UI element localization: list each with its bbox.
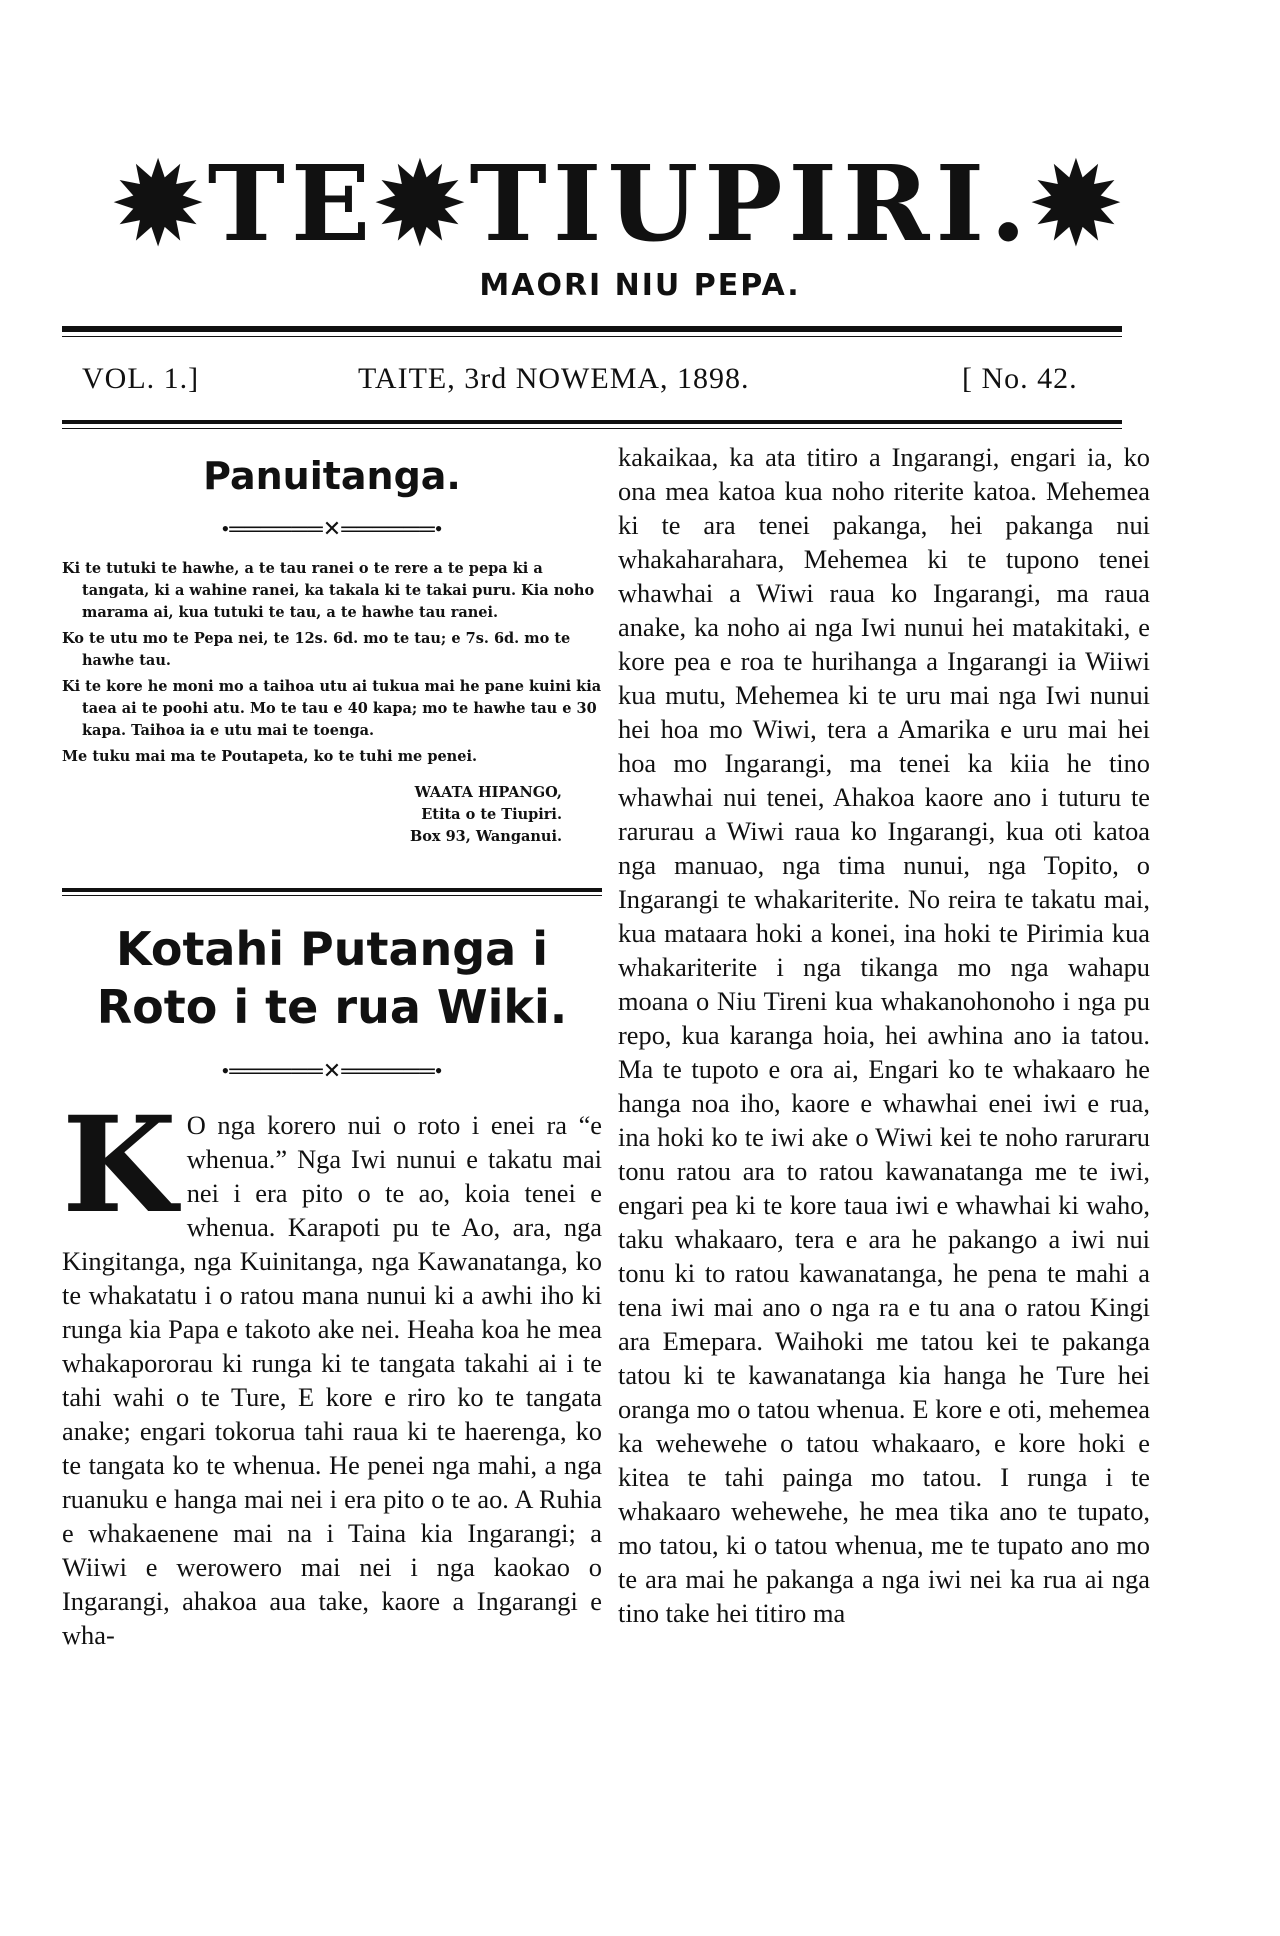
- notice-item: Ko te utu mo te Pepa nei, te 12s. 6d. mo te tau; e 7s. 6d. mo te hawhe tau.: [62, 630, 571, 669]
- notices-heading: Panuitanga.: [203, 454, 461, 498]
- article-body-left: [62, 1088, 602, 1652]
- right-column: [618, 440, 1150, 1630]
- issue-number: [ No. 42.: [962, 362, 1078, 395]
- ornament-divider: •══════✕══════•: [221, 1058, 443, 1083]
- ornament-divider: •══════✕══════•: [221, 516, 443, 541]
- masthead-title: ✹TE✹TIUPIRI.✹: [114, 141, 1126, 265]
- article-body-right: kakaikaa, ka ata titiro a Ingarangi, engari ia, ko ona mea katoa kua noho riterite katoa. Mehemea ki te ara tenei pakanga, hei pakanga nui whakaharahara, Mehemea ki te tupono tenei whawhai a Wiwi raua ko Ingarangi, ma raua anake, ka noho ai nga Iwi nunui hei matakitaki, e kore pea e roa te hurihanga a Ingarangi ia Wiiwi kua mutu, Mehemea ki te uru mai nga Iwi nunui hei hoa mo Wiwi, tera a Amarika e uru mai hei hoa mo Ingarangi, ma tenei ka kiia he tino whawhai nui tenei, Ahakoa kaore ano i tuturu te rarurau a Wiwi raua ko Ingarangi, kua oti katoa nga manuao, nga tima nunui, nga Topito, o Ingarangi te whakariterite. No reira te takatu mai, kua mataara hoki a konei, ina hoki te Pirimia kua whakariterite i nga tikanga mo nga wahapu moana o Niu Tireni kua whakanohonoho i nga pu repo, kua karanga hoia, hei awhina ano ia tatou. Ma te tupoto e ora ai, Engari ko te whakaaro he hanga noa iho, kaore e whawhai enei iwi e rua, ina hoki ko te iwi ake o Wiwi kei te noho raruraru tonu ratou ara to ratou kawanatanga me te iwi, engari pea ki te kore taua iwi e whawhai ki waho, taku whakaaro, tera e ara he pakango a iwi nui tonu ki to ratou kawanatanga, he pena te mahi a tena iwi mai ano o nga ra e tu ana o ratou Kingi ara Emepara. Waihoki me tatou kei te pakanga tatou ki te kawanatanga kia hanga he Ture hei oranga mo o tatou whenua. E kore e oti, mehemea ka wehewehe o tatou whakaaro, e kore hoki e kitea te tahi painga mo tatou. I runga i te whakaaro wehewehe, he mea tika ano te tupato, mo tatou, ki o tatou whenua, me te tupato ano mo te ara mai he pakanga a nga iwi nei ka rua ai nga tino take hei titiro ma: [618, 442, 1150, 1628]
- article-text-left: O nga korero nui o roto i enei ra “e whenua.” Nga Iwi nunui e takatu mai nei i era pito o te ao, koia tenei e whenua. Karapoti pu te Ao, ara, nga Kingitanga, nga Kuinitanga, nga Kawanatanga, ko te whakatatu i o ratou mana nunui ki a awhi iho ki runga kia Papa e takoto ake nei. Heaha koa he mea whakapororau ki runga ki te tangata takahi ai i te tahi wahi o te Ture, E kore e riro ko te tangata anake; engari tokorua tahi raua ki te haerenga, ko te tangata ko te whenua. He penei nga mahi, a nga ruanuku e hanga mai nei i era pito o te ao. A Ruhia e whakaenene mai na i Taina kia Ingarangi; a Wiiwi e werowero mai nei i nga kaokao o Ingarangi, ahakoa aua take, kaore a Ingarangi e wha-: [62, 1110, 602, 1650]
- masthead-subtitle: MAORI NIU PEPA.: [479, 268, 801, 303]
- notice-item: Ki te tutuki te hawhe, a te tau ranei o te rere a te pepa ki a tangata, ki a wahine ranei, ka takala ki te takai puru. Kia noho marama ai, kua tutuki te tau, a te hawhe tau ranei.: [62, 560, 595, 621]
- left-column: [62, 440, 602, 1652]
- masthead-rule: [62, 326, 1122, 332]
- signature-line: Etita o te Tiupiri.: [421, 806, 562, 823]
- masthead-rule-thin: [62, 336, 1122, 337]
- article-title: Kotahi Putanga i Roto i te rua Wiki.: [96, 922, 568, 1034]
- notice-item: Me tuku mai ma te Poutapeta, ko te tuhi me penei.: [62, 748, 478, 765]
- drop-cap: K: [62, 1088, 177, 1243]
- dateline-rule: [62, 420, 1122, 424]
- notice-item: Ki te kore he moni mo a taihoa utu ai tukua mai he pane kuini kia taea ai te poohi atu. Mo te tau e 40 kapa; mo te hawhe tau e 30 kapa. Taihoa ia e utu mai te toenga.: [62, 678, 602, 739]
- signature-line: WAATA HIPANGO,: [414, 784, 562, 801]
- issue-date: TAITE, 3rd NOWEMA, 1898.: [358, 362, 750, 395]
- dateline-rule-thin: [62, 428, 1122, 429]
- section-divider: [62, 888, 602, 896]
- signature-line: Box 93, Wanganui.: [409, 828, 562, 845]
- editor-signature: [62, 782, 602, 848]
- volume-label: VOL. 1.]: [82, 362, 200, 395]
